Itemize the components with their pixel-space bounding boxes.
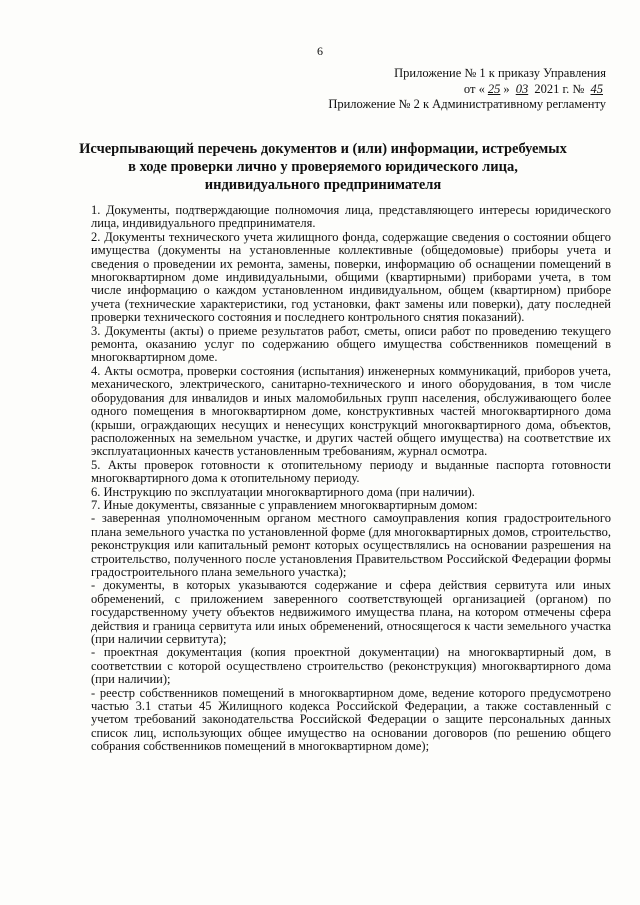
handwritten-day: 25 [487, 81, 501, 96]
list-item: 1. Документы, подтверждающие полномочия лица, представляющего интересы юридического лица, индивидуального предпринимателя. [91, 203, 611, 231]
list-item: 4. Акты осмотра, проверки состояния (испытания) инженерных коммуникаций, приборов учета, механического, электрического, санитарно-технического и иного оборудования, в том числе оборудования для инвалидов и иных маломобильных групп населения, обслуживающего более одного помещения в многоквартирном доме, конструктивных частей многоквартирного дома (крыши, ограждающих несущих и ненесущих конструкций многоквартирного дома, объектов, расположенных на земельном участке, и других частей общего имущества) на соответствие их эксплуатационных качеств установленным требованиям, журнал осмотра. [91, 363, 611, 459]
list-item: - реестр собственников помещений в многоквартирном доме, ведение которого предусмотрено частью 3.1 статьи 45 Жилищного кодекса Российской Федерации, а также составленный с учетом требований законодательства Российской Федерации о защите персональных данных список лиц, использующих общее имущество на основании договоров (по решению общего собрания собственников помещений в многоквартирном доме); [91, 685, 611, 754]
list-item: 7. Иные документы, связанные с управлением многоквартирным домом: [91, 497, 478, 512]
handwritten-month: 03 [515, 81, 529, 96]
list-item: 6. Инструкцию по эксплуатации многоквартирного дома (при наличии). [91, 484, 475, 499]
appendix-regulation-line: Приложение № 2 к Административному регламенту [328, 97, 606, 111]
appendix-header [328, 66, 606, 113]
document-list [91, 204, 611, 754]
appendix-date-line: от « 25 » 03 2021 г. № 45 [328, 82, 606, 98]
page-number: 6 [317, 44, 323, 58]
handwritten-number: 45 [590, 81, 603, 96]
list-item: - проектная документация (копия проектной документации) на многоквартирный дом, в соответствии с которой осуществлено строительство (реконструкция) многоквартирного дома (при наличии); [91, 645, 611, 687]
list-item: 2. Документы технического учета жилищного фонда, содержащие сведения о состоянии общего имущества (документы на установленные коллективные (общедомовые) приборы учета и сведения о проведении их ремонта, замены, поверки, информацию об оснащении помещений в многоквартирном доме индивидуальными, общими (квартирными) приборами учета, в том числе информацию о каждом установленном индивидуальном, общем (квартирном) приборе учета (технические характеристики, год установки, факт замены или поверки), дату последней проверки технического состояния и последнего контрольного снятия показаний). [91, 229, 611, 325]
list-item: 5. Акты проверок готовности к отопительному периоду и выданные паспорта готовности многоквартирного дома к отопительному периоду. [91, 457, 611, 486]
document-title: Исчерпывающий перечень документов и (или) информации, истребуемых в ходе проверки лично у проверяемого юридического лица, индивидуального предпринимателя [79, 141, 567, 193]
list-item: 3. Документы (акты) о приеме результатов работ, сметы, описи работ по проведению текущего ремонта, оказанию услуг по содержанию общего имущества собственников помещений в многоквартирном доме. [91, 323, 611, 365]
list-item: - документы, в которых указываются содержание и сфера действия сервитута или иных обременений, с приложением заверенного соответствующей организацией (органом) по государственному учету объектов недвижимого имущества плана, на котором отмечены сфера действия и граница сервитута или иных обременений, относящегося к части земельного участка (при наличии сервитута); [91, 578, 611, 646]
list-item: - заверенная уполномоченным органом местного самоуправления копия градостроительного плана земельного участка по установленной форме (для многоквартирных домов, строительство, реконструкция или капитальный ремонт которых осуществлялись на основании разрешения на строительство, полученного после установления Правительством Российской Федерации формы градостроительного плана земельного участка); [91, 511, 611, 579]
appendix-order-line: Приложение № 1 к приказу Управления [394, 66, 606, 80]
